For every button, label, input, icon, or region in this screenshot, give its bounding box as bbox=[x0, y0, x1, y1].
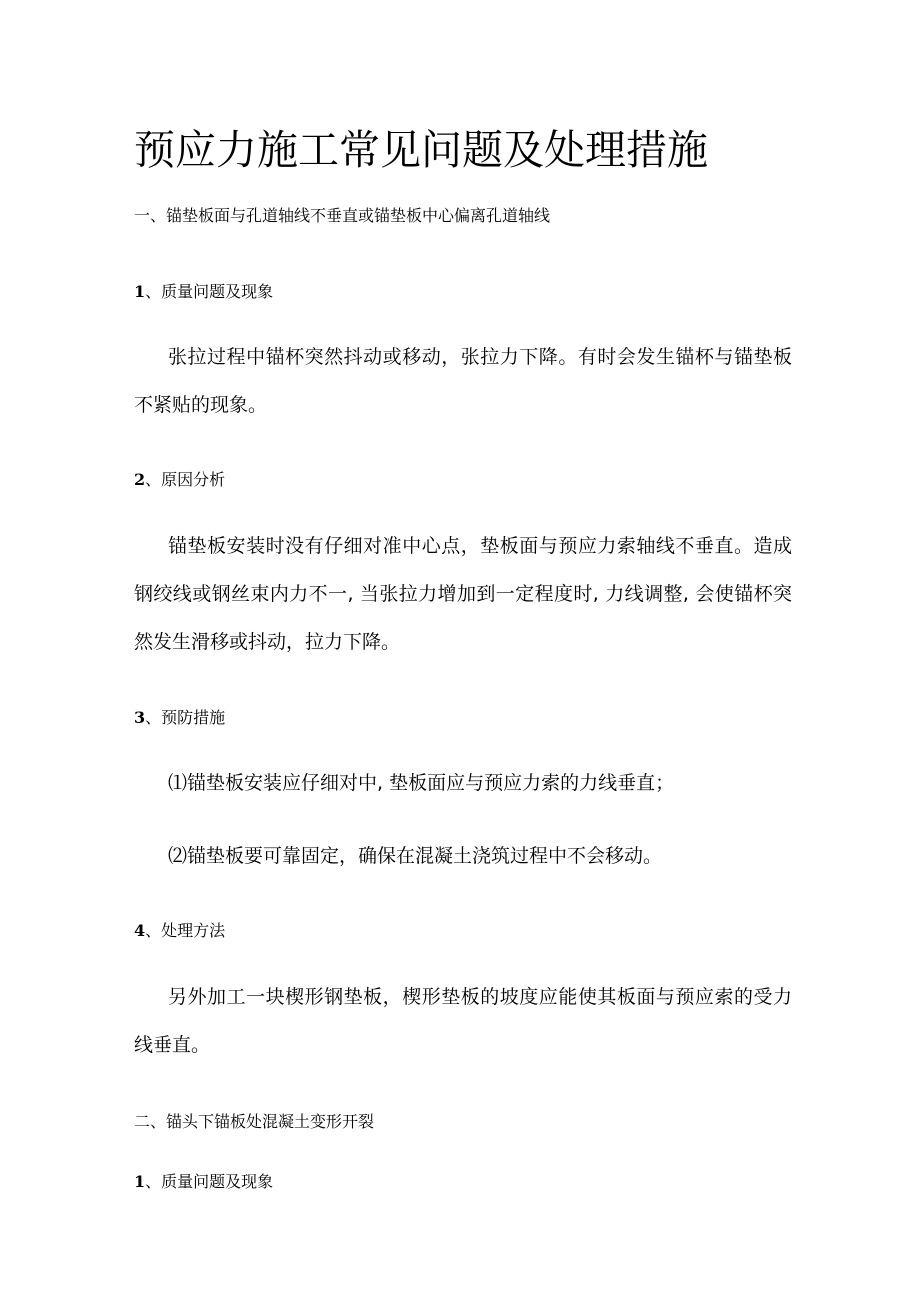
section1-prevention-label: 、预防措施 bbox=[145, 708, 226, 727]
section2-quality-number: 1 bbox=[134, 1172, 146, 1191]
section1-quality-number: 1 bbox=[134, 282, 146, 301]
section1-heading: 一、锚垫板面与孔道轴线不垂直或锚垫板中心偏离孔道轴线 bbox=[134, 206, 551, 225]
section1-fix-text: 另外加工一块楔形钢垫板，楔形垫板的坡度应能使其板面与预应索的受力线垂直。 bbox=[134, 986, 792, 1056]
section2-quality-heading bbox=[134, 1170, 273, 1194]
section1-cause-label: 、原因分析 bbox=[145, 470, 226, 489]
section1-prevention-heading bbox=[134, 706, 225, 730]
section1-fix-label: 、处理方法 bbox=[145, 921, 226, 940]
section1-cause-heading bbox=[134, 468, 225, 492]
section1-prevention-number: 3 bbox=[134, 708, 146, 727]
section1-prevention-item-2: ⑵锚垫板要可靠固定，确保在混凝土浇筑过程中不会移动。 bbox=[168, 845, 663, 867]
section1-cause-number: 2 bbox=[134, 470, 146, 489]
document-title: 预应力施工常见问题及处理措施 bbox=[134, 126, 708, 174]
section1-quality-label: 、质量问题及现象 bbox=[145, 282, 274, 301]
section1-prevention-item-1: ⑴锚垫板安装应仔细对中, 垫板面应与预应力索的力线垂直； bbox=[168, 772, 675, 794]
section1-quality-text: 张拉过程中锚杯突然抖动或移动，张拉力下降。有时会发生锚杯与锚垫板不紧贴的现象。 bbox=[134, 346, 792, 416]
section1-cause-text: 锚垫板安装时没有仔细对准中心点，垫板面与预应力索轴线不垂直。造成钢绞线或钢丝束内力不一, 当张拉力增加到一定程度时, 力线调整, 会使锚杯突然发生滑移或抖动，拉力下降。 bbox=[134, 535, 792, 653]
section1-fix-number: 4 bbox=[134, 921, 146, 940]
section1-quality-heading bbox=[134, 280, 273, 304]
section1-fix-heading bbox=[134, 919, 225, 943]
section2-heading: 二、锚头下锚板处混凝土变形开裂 bbox=[134, 1112, 375, 1131]
section2-quality-label: 、质量问题及现象 bbox=[145, 1172, 274, 1191]
